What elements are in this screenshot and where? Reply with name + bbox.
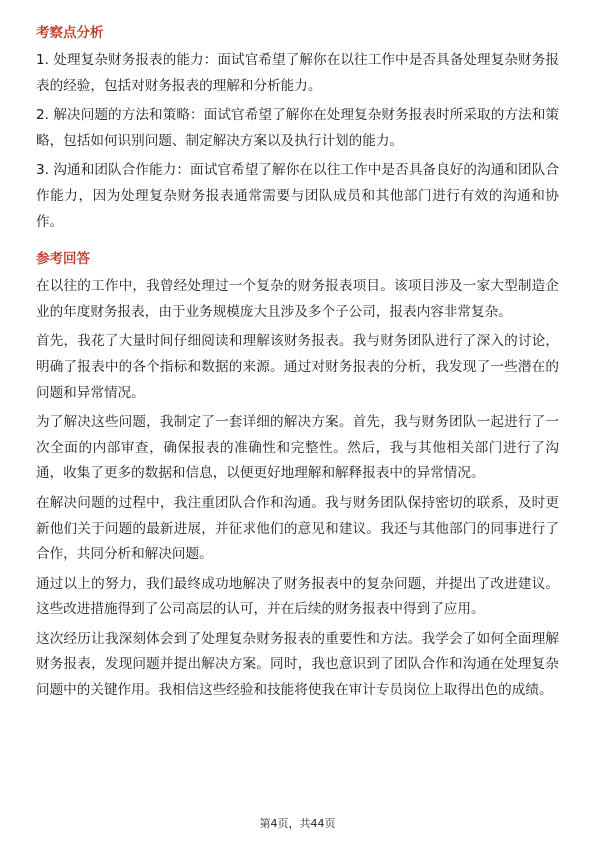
- answer-paragraph-1: 在以往的工作中，我曾经处理过一个复杂的财务报表项目。该项目涉及一家大型制造企业的年度财务报表，由于业务规模庞大且涉及多个子公司，报表内容非常复杂。: [36, 278, 559, 320]
- analysis-item-3: 3. 沟通和团队合作能力：面试官希望了解你在以往工作中是否具备良好的沟通和团队合作能力，因为处理复杂财务报表通常需要与团队成员和其他部门进行有效的沟通和协作。: [36, 162, 559, 230]
- section-heading-answer: 参考回答: [36, 251, 90, 268]
- document-body: [36, 23, 559, 708]
- page-number: 第4页，共44页: [259, 817, 336, 830]
- answer-paragraph-3: 为了解决这些问题，我制定了一套详细的解决方案。首先，我与财务团队一起进行了一次全面的内部审查，确保报表的准确性和完整性。然后，我与其他相关部门进行了沟通，收集了更多的数据和信息，以便更好地理解和解释报表中的异常情况。: [36, 414, 559, 482]
- analysis-item-2: 2. 解决问题的方法和策略：面试官希望了解你在处理复杂财务报表时所采取的方法和策略，包括如何识别问题、制定解决方案以及执行计划的能力。: [36, 107, 559, 149]
- answer-paragraph-4: 在解决问题的过程中，我注重团队合作和沟通。我与财务团队保持密切的联系，及时更新他们关于问题的最新进展，并征求他们的意见和建议。我还与其他部门的同事进行了合作，共同分析和解决问题。: [36, 494, 559, 563]
- analysis-item-1: 1. 处理复杂财务报表的能力：面试官希望了解你在以往工作中是否具备处理复杂财务报表的经验，包括对财务报表的理解和分析能力。: [36, 52, 559, 94]
- answer-paragraph-2: 首先，我花了大量时间仔细阅读和理解该财务报表。我与财务团队进行了深入的讨论，明确了报表中的各个指标和数据的来源。通过对财务报表的分析，我发现了一些潜在的问题和异常情况。: [36, 333, 559, 401]
- answer-paragraph-5: 通过以上的努力，我们最终成功地解决了财务报表中的复杂问题，并提出了改进建议。这些改进措施得到了公司高层的认可，并在后续的财务报表中得到了应用。: [36, 575, 559, 618]
- answer-paragraph-6: 这次经历让我深刻体会到了处理复杂财务报表的重要性和方法。我学会了如何全面理解财务报表，发现问题并提出解决方案。同时，我也意识到了团队合作和沟通在处理复杂问题中的关键作用。我相信这些经验和技能将使我在审计专员岗位上取得出色的成绩。: [36, 630, 559, 699]
- section-heading-analysis: 考察点分析: [36, 25, 104, 41]
